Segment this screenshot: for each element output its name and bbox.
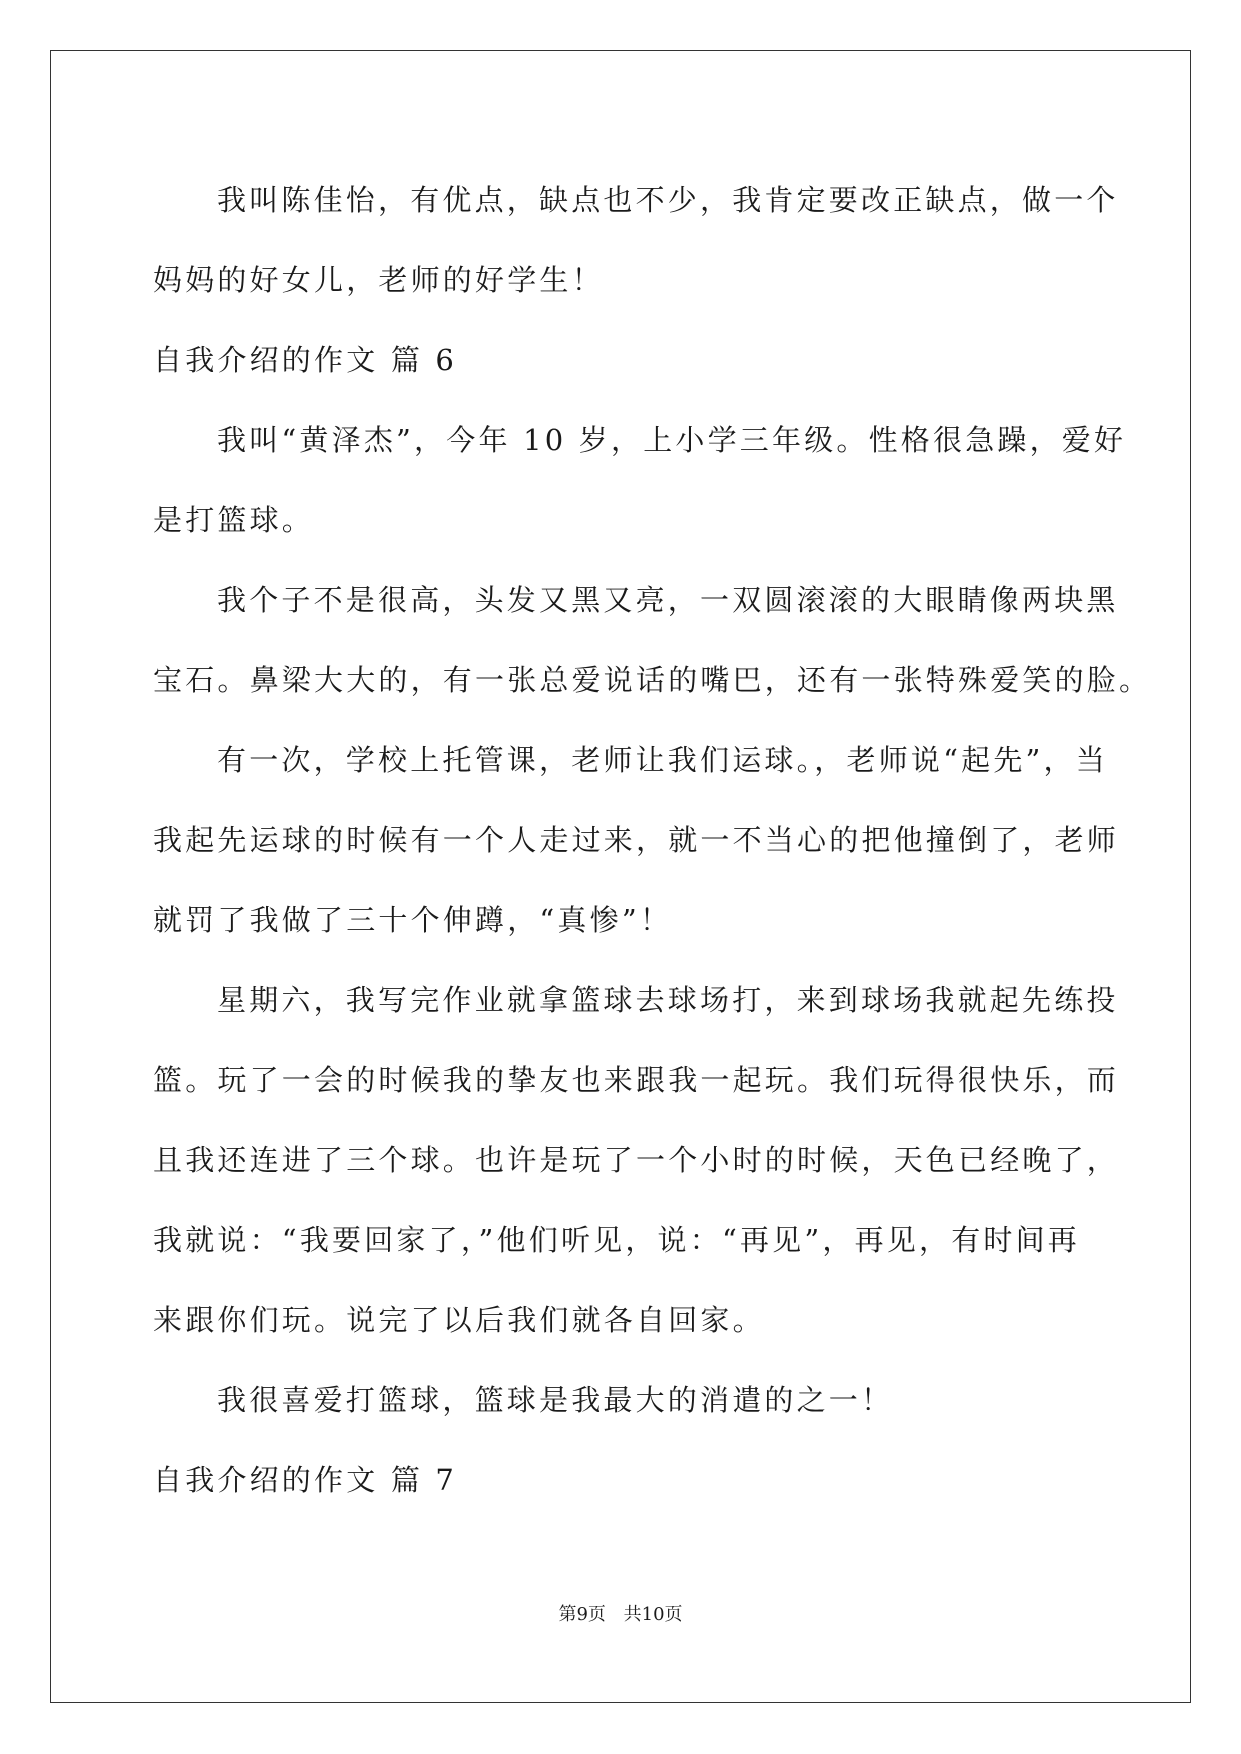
text-line: 我叫“黄泽杰”，今年 10 岁，上小学三年级。性格很急躁，爱好 xyxy=(217,423,1127,457)
text-line: 我就说：“我要回家了，”他们听见，说：“再见”，再见，有时间再 xyxy=(153,1223,1081,1257)
text-line: 我起先运球的时候有一个人走过来，就一不当心的把他撞倒了，老师 xyxy=(153,823,1120,857)
document-body xyxy=(153,160,1152,1520)
text-line: 我个子不是很高，头发又黑又亮，一双圆滚滚的大眼睛像两块黑 xyxy=(217,583,1119,617)
page-number-total: 共10页 xyxy=(623,1604,683,1625)
text-line: 就罚了我做了三十个伸蹲，“真惨”！ xyxy=(153,903,673,937)
text-line: 是打篮球。 xyxy=(153,503,315,537)
page-number-current: 第9页 xyxy=(558,1604,606,1625)
text-line: 有一次，学校上托管课，老师让我们运球。，老师说“起先”，当 xyxy=(217,743,1108,777)
text-line: 且我还连进了三个球。也许是玩了一个小时的时候，天色已经晚了， xyxy=(153,1143,1120,1177)
text-line: 来跟你们玩。说完了以后我们就各自回家。 xyxy=(153,1303,765,1337)
text-line: 我叫陈佳怡，有优点，缺点也不少，我肯定要改正缺点，做一个 xyxy=(217,183,1119,217)
text-line: 星期六，我写完作业就拿篮球去球场打，来到球场我就起先练投 xyxy=(217,983,1119,1017)
text-line: 篮。玩了一会的时候我的挚友也来跟我一起玩。我们玩得很快乐，而 xyxy=(153,1063,1120,1097)
page-footer xyxy=(0,1600,1241,1626)
text-line: 宝石。鼻梁大大的，有一张总爱说话的嘴巴，还有一张特殊爱笑的脸。 xyxy=(153,663,1152,697)
section-heading: 自我介绍的作文 篇 7 xyxy=(153,1463,458,1497)
text-line: 妈妈的好女儿，老师的好学生！ xyxy=(153,263,604,297)
text-line: 我很喜爱打篮球，篮球是我最大的消遣的之一！ xyxy=(217,1383,894,1417)
section-heading: 自我介绍的作文 篇 6 xyxy=(153,343,458,377)
